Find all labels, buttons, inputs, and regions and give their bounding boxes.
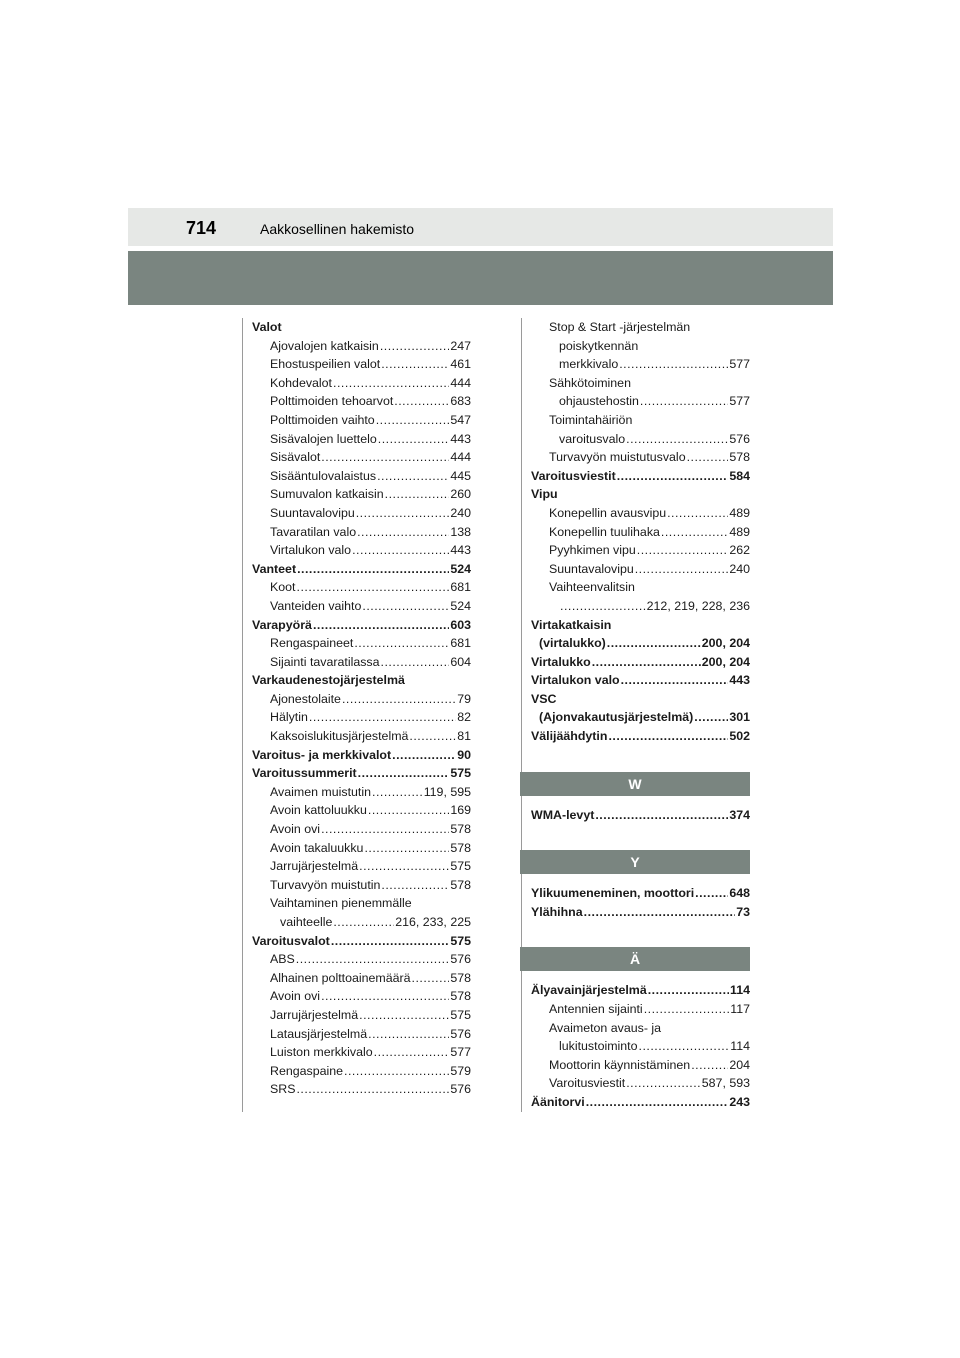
index-entry-term: vaihteelle (280, 915, 333, 929)
dot-leader (352, 541, 449, 560)
index-entry-page: 216, 233, 225 (395, 915, 471, 929)
dot-leader (321, 987, 449, 1006)
index-entry-page: 502 (729, 729, 750, 744)
index-entry (531, 1019, 750, 1038)
index-entry-term: Varoitus- ja merkkivalot (252, 747, 392, 762)
index-entry (252, 467, 471, 486)
index-entry (252, 876, 471, 895)
index-entry-page: 576 (450, 1082, 471, 1097)
index-entry-term: Ylikuumeneminen, moottori (531, 886, 695, 901)
index-entry-page: 575 (450, 766, 471, 781)
index-entry-term: Sisävalot (270, 450, 321, 465)
dot-leader (621, 671, 729, 690)
dot-leader (378, 430, 450, 449)
index-entry-term: merkkivalo (559, 357, 619, 372)
index-entry (252, 1080, 471, 1099)
dot-leader (635, 560, 729, 579)
index-entry-term: Vaihtaminen pienemmälle (270, 896, 412, 911)
index-entry (531, 560, 750, 579)
index-entry-page: 603 (450, 617, 471, 632)
index-entry-page: 212, 219, 228, 236 (646, 598, 750, 613)
index-entry-page: 260 (450, 487, 471, 502)
index-entry (252, 337, 471, 356)
dot-leader (648, 981, 729, 1000)
index-entry-page: 578 (729, 450, 750, 465)
index-entry-term: Varkaudenestojärjestelmä (252, 673, 405, 688)
index-entry-page: 444 (450, 450, 471, 465)
dot-leader (640, 392, 728, 411)
index-entry (252, 448, 471, 467)
index-entry-term: Varoitussummerit (252, 766, 357, 781)
index-entry-page: 578 (450, 970, 471, 985)
dot-leader (333, 374, 449, 393)
index-entry (531, 541, 750, 560)
dot-leader (626, 1074, 701, 1093)
index-entry (531, 653, 750, 672)
index-entry-term: Toimintahäiriön (549, 412, 633, 427)
column-divider-left (242, 318, 243, 1112)
index-entry-term: Hälytin (270, 710, 308, 725)
dot-leader (333, 913, 394, 932)
index-entry-term: Pyyhkimen vipu (549, 543, 636, 558)
index-entry (252, 727, 471, 746)
index-entry-term: WMA-levyt (531, 807, 595, 822)
index-entry-term: ABS (270, 952, 295, 967)
index-entry-page: 547 (450, 412, 471, 427)
index-entry-page: 681 (450, 636, 471, 651)
dot-leader (296, 950, 450, 969)
dot-leader (608, 727, 728, 746)
index-entry-term: Vanteet (252, 561, 297, 576)
section-letter-header: Y (520, 850, 750, 874)
index-entry (252, 950, 471, 969)
index-entry-term: varoitusvalo (559, 431, 626, 446)
dot-leader (394, 392, 449, 411)
index-entry (531, 1037, 750, 1056)
index-entry-page: 489 (729, 524, 750, 539)
index-entry-page: 578 (450, 989, 471, 1004)
index-entry (531, 374, 750, 393)
index-entry-page: 374 (729, 807, 750, 822)
dot-leader (607, 634, 701, 653)
index-entry-page: 443 (450, 543, 471, 558)
index-entry (531, 448, 750, 467)
index-entry-page: 575 (450, 1007, 471, 1022)
dot-leader (297, 578, 450, 597)
index-entry-page: 243 (729, 1095, 750, 1109)
index-entry-term: Välijäähdytin (531, 729, 608, 744)
index-entry-term: Virtakatkaisin (531, 617, 612, 632)
page-title: Aakkosellinen hakemisto (260, 221, 415, 237)
index-entry-term: Moottorin käynnistäminen (549, 1057, 691, 1072)
index-entry (531, 634, 750, 653)
dot-leader (309, 708, 456, 727)
index-entry-page: 138 (450, 524, 471, 539)
dot-leader (376, 411, 450, 430)
dot-leader (364, 839, 449, 858)
dot-leader (412, 969, 450, 988)
index-entry (531, 1000, 750, 1019)
index-entry (531, 806, 750, 825)
index-entry (252, 541, 471, 560)
index-entry-page: 79 (457, 691, 471, 706)
index-entry-page: 604 (450, 654, 471, 669)
index-entry (252, 411, 471, 430)
index-entry-page: 577 (729, 394, 750, 409)
index-entry-page: 575 (450, 933, 471, 948)
dot-leader (331, 932, 450, 951)
index-entry (252, 783, 471, 802)
index-entry-term: Koot (270, 580, 296, 595)
index-entry-page: 578 (450, 822, 471, 837)
index-entry-term: Ehostuspeilien valot (270, 357, 381, 372)
index-entry (252, 355, 471, 374)
chapter-band (128, 251, 833, 305)
index-entry-term: Sijainti tavaratilassa (270, 654, 380, 669)
index-entry-term: Vanteiden vaihto (270, 598, 362, 613)
dot-leader (296, 1080, 449, 1099)
page-number: 714 (186, 218, 217, 238)
index-entry-term: Alhainen polttoainemäärä (270, 970, 411, 985)
index-entry (531, 884, 750, 903)
dot-leader (560, 597, 646, 616)
index-entry (252, 671, 471, 690)
index-entry-page: 577 (729, 357, 750, 372)
index-entry-page: 461 (450, 357, 471, 372)
index-entry-page: 576 (450, 1026, 471, 1041)
index-entry (252, 913, 471, 932)
header-bar (128, 208, 833, 246)
index-entry (252, 578, 471, 597)
index-entry (252, 374, 471, 393)
index-entry (252, 653, 471, 672)
index-entry-page: 200, 204 (701, 636, 750, 651)
index-entry (252, 1006, 471, 1025)
index-entry (531, 578, 750, 597)
index-entry-page: 445 (450, 468, 471, 483)
index-entry (252, 560, 471, 579)
dot-leader (372, 783, 423, 802)
dot-leader (409, 727, 456, 746)
index-entry-term: Avoin kattoluukku (270, 803, 367, 818)
index-entry (531, 485, 750, 504)
index-entry-term: Suuntavalovipu (270, 505, 355, 520)
index-entry (252, 839, 471, 858)
index-entry (531, 355, 750, 374)
index-entry-term: SRS (270, 1082, 296, 1097)
index-entry-page: 683 (450, 394, 471, 409)
index-entry-page: 524 (450, 598, 471, 613)
index-entry (252, 597, 471, 616)
index-entry (252, 820, 471, 839)
index-entry-term: Sumuvalon katkaisin (270, 487, 384, 502)
dot-leader (354, 634, 449, 653)
dot-leader (619, 355, 728, 374)
index-entry (252, 485, 471, 504)
index-entry-term: (virtalukko) (539, 636, 606, 651)
index-entry-page: 82 (457, 710, 471, 725)
index-entry (531, 727, 750, 746)
index-entry-term: Konepellin avausvipu (549, 505, 667, 520)
dot-leader (358, 764, 450, 783)
index-entry (252, 746, 471, 765)
dot-leader (687, 448, 729, 467)
index-entry-page: 575 (450, 859, 471, 874)
index-entry-term: Älyavainjärjestelmä (531, 983, 647, 998)
index-entry-term: Turvavyön muistutusvalo (549, 450, 686, 465)
dot-leader (313, 616, 449, 635)
index-entry-term: Ajonestolaite (270, 691, 341, 706)
index-entry (531, 1093, 750, 1112)
dot-leader (691, 1056, 728, 1075)
dot-leader (342, 690, 456, 709)
index-entry (252, 857, 471, 876)
dot-leader (695, 884, 728, 903)
section-letter-header: Ä (520, 947, 750, 971)
dot-leader (592, 653, 701, 672)
dot-leader (639, 1037, 730, 1056)
index-entry (252, 318, 471, 337)
index-entry-term: Varapyörä (252, 617, 312, 632)
index-entry-term: Konepellin tuulihaka (549, 524, 660, 539)
index-entry (531, 690, 750, 709)
index-entry-page: 240 (450, 505, 471, 520)
index-entry-term: Varoitusviestit (549, 1076, 626, 1091)
dot-leader (381, 876, 449, 895)
index-entry-page: 204 (729, 1057, 750, 1072)
index-entry (252, 1025, 471, 1044)
index-entry-page: 587, 593 (701, 1076, 750, 1091)
index-entry-term: (Ajonvakautusjärjestelmä) (539, 710, 694, 725)
index-entry-term: Varoitusviestit (531, 468, 616, 483)
index-entry-page: 584 (729, 468, 750, 483)
index-entry-term: Kaksoislukitusjärjestelmä (270, 729, 409, 744)
dot-leader (380, 337, 449, 356)
index-entry-page: 489 (729, 505, 750, 520)
index-entry (252, 523, 471, 542)
index-entry-term: Stop & Start -järjestelmän (549, 320, 691, 334)
dot-leader (586, 1093, 729, 1112)
dot-leader (368, 801, 449, 820)
index-entry-term: Jarrujärjestelmä (270, 859, 359, 874)
index-entry-term: Avaimeton avaus- ja (549, 1020, 662, 1035)
dot-leader (344, 1062, 449, 1081)
column-divider-middle (521, 318, 522, 1112)
index-entry (531, 467, 750, 486)
dot-leader (595, 806, 728, 825)
index-entry (252, 616, 471, 635)
index-entry (252, 690, 471, 709)
dot-leader (359, 857, 449, 876)
index-entry-term: Tavaratilan valo (270, 524, 357, 539)
index-entry (531, 337, 750, 356)
index-entry (531, 1056, 750, 1075)
index-entry-term: Äänitorvi (531, 1095, 585, 1109)
index-entry-term: Avoin takaluukku (270, 840, 364, 855)
index-entry (531, 671, 750, 690)
index-entry-page: 247 (450, 338, 471, 353)
index-entry (531, 430, 750, 449)
index-entry-term: Ajovalojen katkaisin (270, 338, 379, 353)
index-entry-term: Ylähihna (531, 904, 583, 919)
dot-leader (644, 1000, 730, 1019)
index-entry (252, 987, 471, 1006)
index-entry-page: 443 (729, 673, 750, 688)
index-entry-term: Sisävalojen luettelo (270, 431, 377, 446)
dot-leader (356, 504, 450, 523)
index-entry-term: lukitustoiminto (559, 1039, 638, 1054)
index-entry-page: 200, 204 (701, 654, 750, 669)
index-entry (252, 764, 471, 783)
dot-leader (584, 903, 736, 922)
index-column-left (252, 318, 471, 1099)
dot-leader (368, 1025, 449, 1044)
index-entry-term: Antennien sijainti (549, 1002, 643, 1017)
index-entry-term: Luiston merkkivalo (270, 1045, 373, 1060)
dot-leader (321, 448, 449, 467)
index-entry (531, 1074, 750, 1093)
index-entry (531, 411, 750, 430)
index-entry-page: 576 (450, 952, 471, 967)
section-letter-header: W (520, 772, 750, 796)
dot-leader (321, 820, 449, 839)
index-entry (252, 708, 471, 727)
index-entry-term: Varoitusvalot (252, 933, 330, 948)
index-entry (252, 894, 471, 913)
index-entry-term: Rengaspaine (270, 1063, 344, 1078)
index-entry-page: 262 (729, 543, 750, 558)
index-entry (252, 1043, 471, 1062)
dot-leader (667, 504, 728, 523)
index-entry-page: 443 (450, 431, 471, 446)
dot-leader (357, 523, 449, 542)
index-entry-page: 444 (450, 375, 471, 390)
index-entry (531, 708, 750, 727)
index-entry-page: 119, 595 (423, 784, 471, 799)
index-entry (252, 634, 471, 653)
index-entry-term: Virtalukon valo (531, 673, 620, 688)
index-entry-term: Virtalukko (531, 654, 591, 669)
index-entry-term: Vaihteenvalitsin (549, 580, 635, 595)
index-entry (531, 597, 750, 616)
dot-leader (626, 430, 728, 449)
index-entry-page: 577 (450, 1045, 471, 1060)
index-entry (531, 504, 750, 523)
index-entry (252, 969, 471, 988)
index-entry-page: 169 (450, 803, 471, 818)
index-entry-page: 114 (730, 983, 750, 998)
index-entry-term: Sisääntulovalaistus (270, 468, 377, 483)
index-entry (531, 523, 750, 542)
index-entry-term: poiskytkennän (559, 338, 639, 353)
index-entry (252, 1062, 471, 1081)
index-entry-page: 576 (729, 431, 750, 446)
dot-leader (362, 597, 449, 616)
dot-leader (381, 355, 449, 374)
dot-leader (385, 485, 450, 504)
index-entry-page: 301 (729, 710, 750, 725)
index-entry-term: Polttimoiden tehoarvot (270, 394, 394, 409)
index-entry-term: Vipu (531, 487, 558, 502)
index-entry-term: ohjaustehostin (559, 394, 639, 409)
index-entry-term: Turvavyön muistutin (270, 877, 381, 892)
index-column-right (531, 318, 750, 1112)
index-entry-page: 579 (450, 1063, 471, 1078)
dot-leader (637, 541, 729, 560)
index-entry (252, 392, 471, 411)
index-entry-term: Avoin ovi (270, 822, 321, 837)
index-entry-page: 681 (450, 580, 471, 595)
index-entry-term: Kohdevalot (270, 375, 333, 390)
index-entry-term: Virtalukon valo (270, 543, 352, 558)
dot-leader (381, 653, 450, 672)
dot-leader (661, 523, 728, 542)
index-entry (252, 801, 471, 820)
index-entry (531, 981, 750, 1000)
index-entry (252, 430, 471, 449)
index-entry-term: Avaimen muistutin (270, 784, 372, 799)
index-entry-term: Rengaspaineet (270, 636, 354, 651)
dot-leader (392, 746, 456, 765)
index-entry (531, 616, 750, 635)
index-entry-term: Sähkötoiminen (549, 375, 631, 390)
index-entry-page: 524 (450, 561, 471, 576)
index-entry-term: Polttimoiden vaihto (270, 412, 375, 427)
dot-leader (617, 467, 729, 486)
dot-leader (377, 467, 449, 486)
dot-leader (359, 1006, 449, 1025)
index-entry-page: 73 (736, 904, 750, 919)
index-entry-page: 81 (457, 729, 471, 744)
index-entry-page: 90 (457, 747, 471, 762)
dot-leader (297, 560, 449, 579)
index-entry (531, 903, 750, 922)
index-entry-term: Valot (252, 320, 282, 334)
index-entry (252, 932, 471, 951)
index-entry-term: VSC (531, 691, 557, 706)
index-entry (531, 318, 750, 337)
index-entry-page: 240 (729, 561, 750, 576)
index-entry-term: Suuntavalovipu (549, 561, 634, 576)
index-entry-page: 578 (450, 877, 471, 892)
index-entry-term: Avoin ovi (270, 989, 321, 1004)
dot-leader (694, 708, 728, 727)
index-entry-page: 117 (730, 1002, 750, 1017)
index-entry (531, 392, 750, 411)
index-entry-page: 648 (729, 886, 750, 901)
index-entry-term: Latausjärjestelmä (270, 1026, 368, 1041)
dot-leader (374, 1043, 450, 1062)
index-entry-page: 114 (730, 1039, 750, 1054)
index-entry-page: 578 (450, 840, 471, 855)
index-entry-term: Jarrujärjestelmä (270, 1007, 359, 1022)
index-entry (252, 504, 471, 523)
